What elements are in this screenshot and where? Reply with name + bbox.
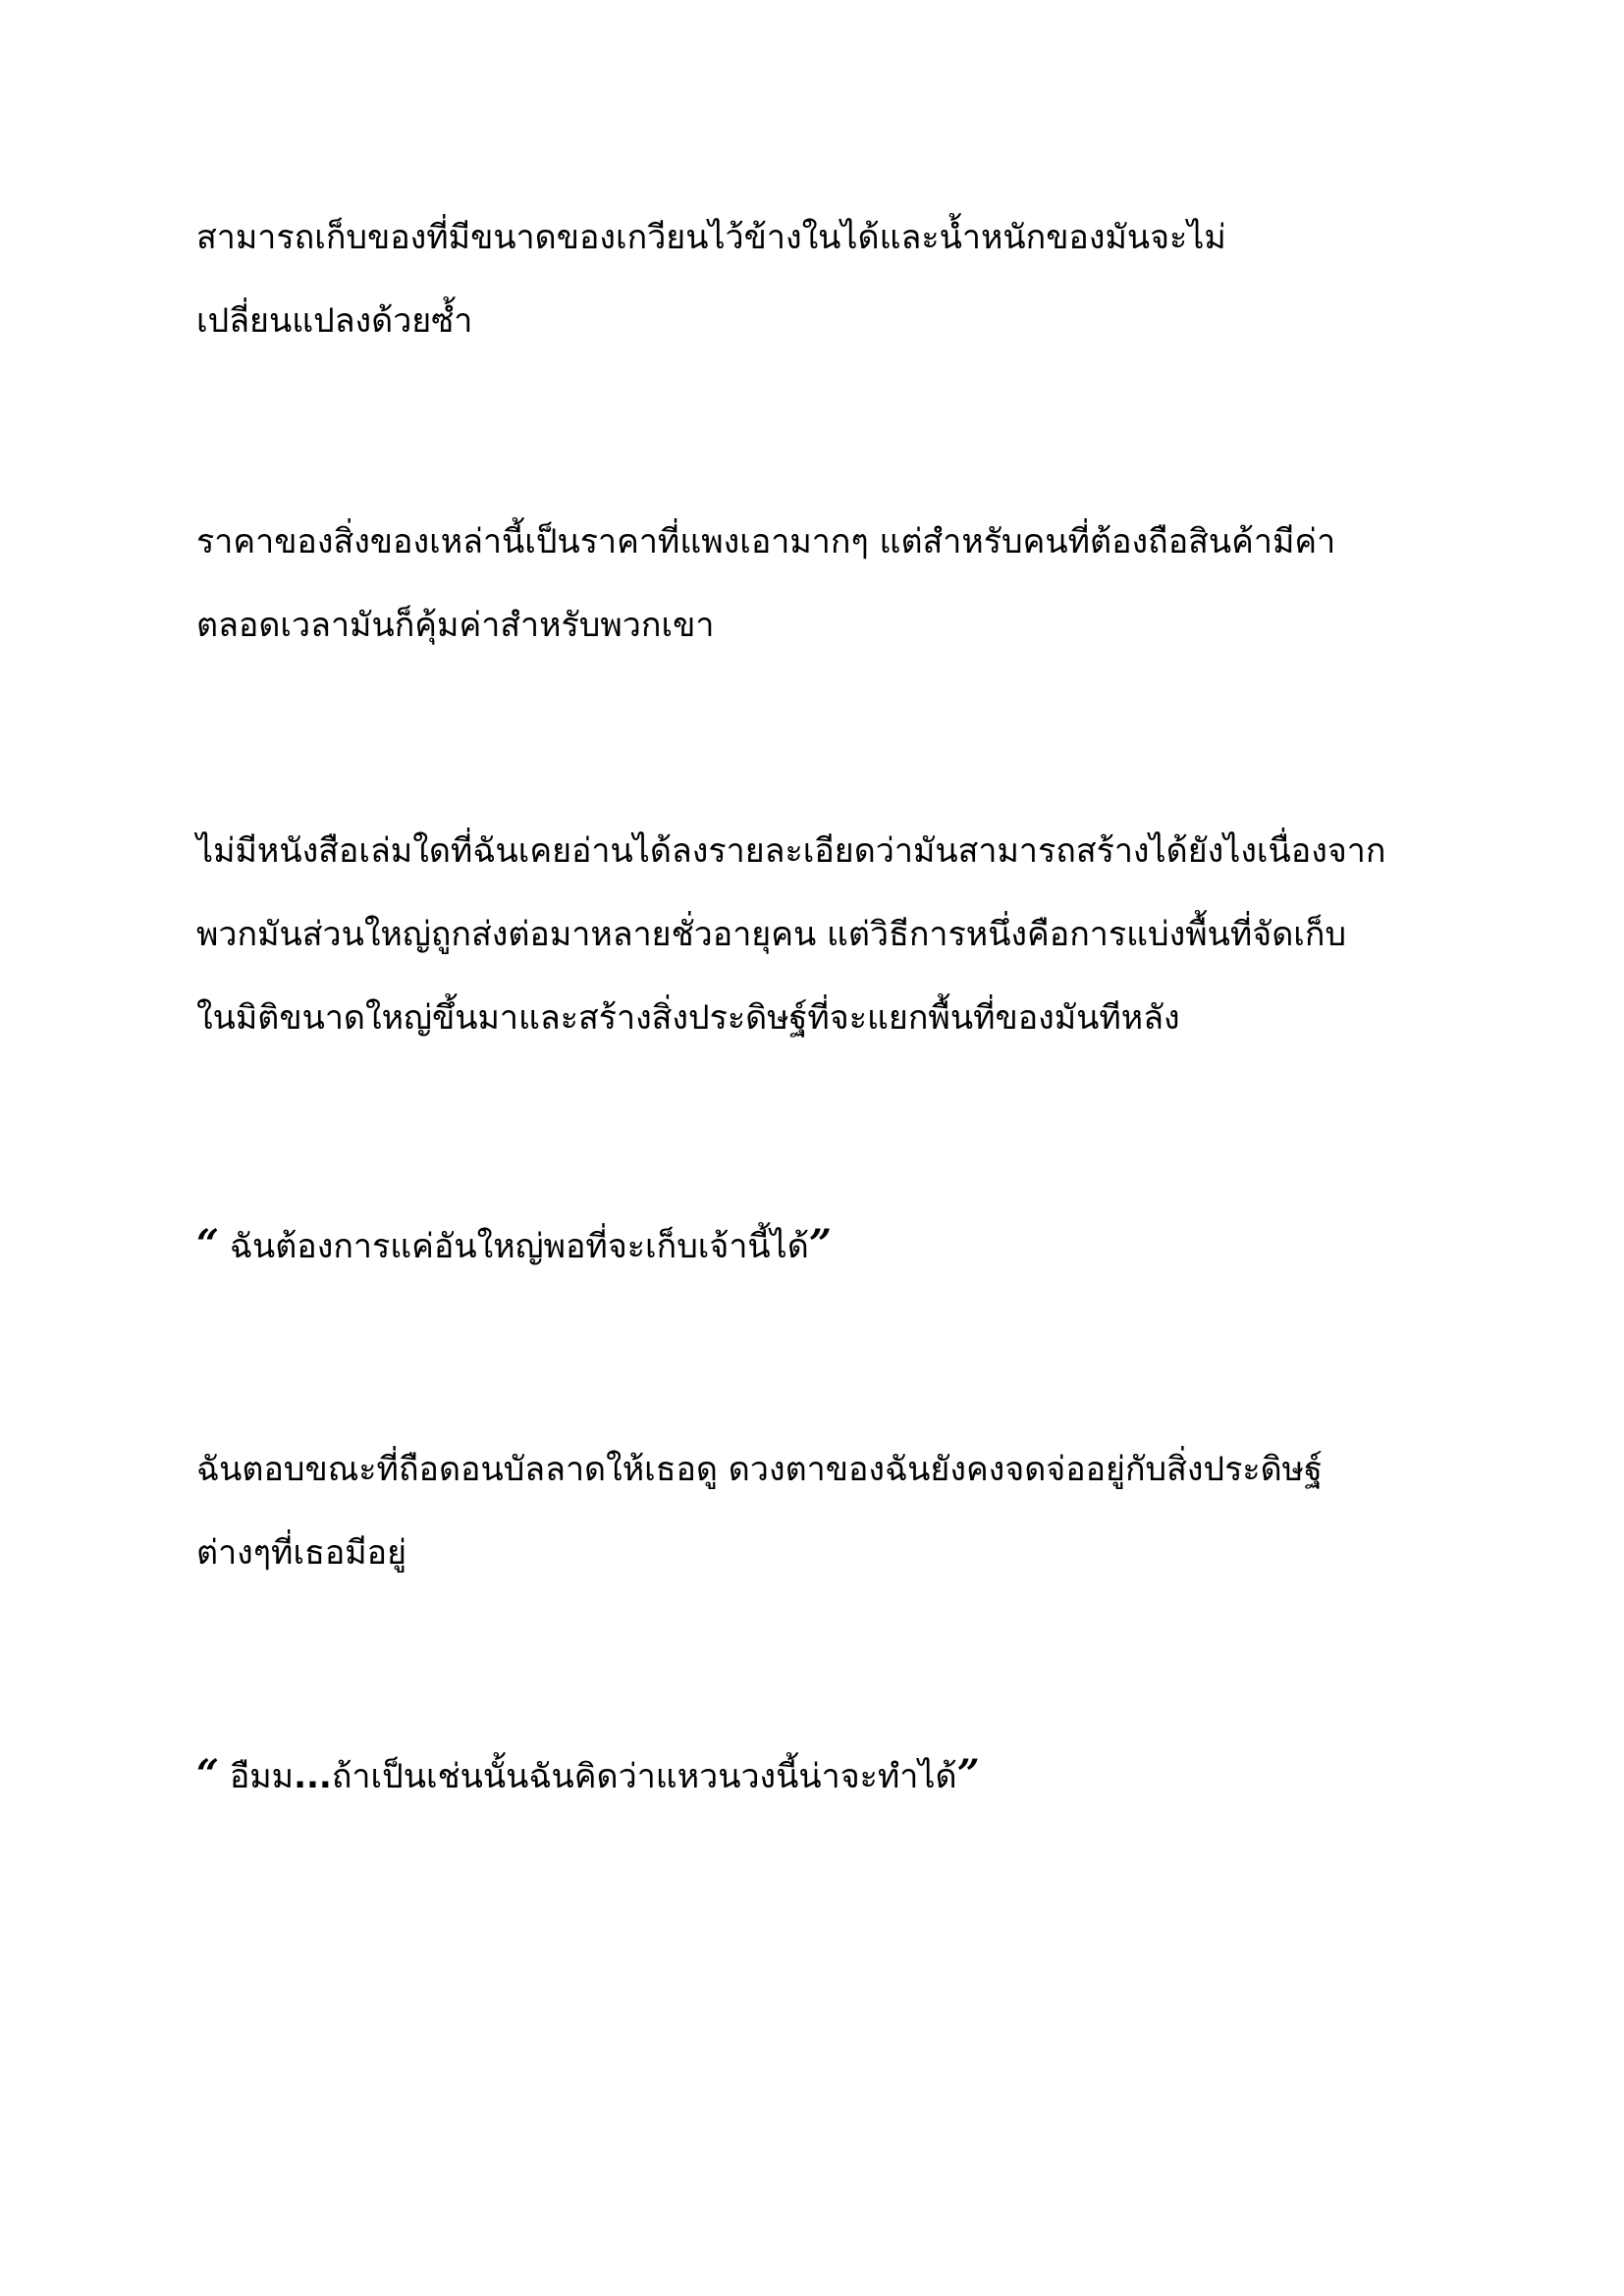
text-line: เปลี่ยนแปลงด้วยซ้ำ bbox=[196, 301, 473, 341]
close-quote-mark: ” bbox=[956, 1751, 980, 1797]
dialogue-line-request bbox=[196, 1202, 1473, 1289]
dialogue-content-before: อืมม bbox=[219, 1757, 295, 1796]
text-line: ตลอดเวลามันก็คุ้มค่าสำหรับพวกเขา bbox=[196, 606, 715, 645]
text-line: ต่างๆที่เธอมีอยู่ bbox=[196, 1533, 406, 1573]
paragraph-narration-reply bbox=[196, 1428, 1473, 1595]
open-quote-mark: “ bbox=[196, 1221, 220, 1267]
paragraph-crafting-method bbox=[196, 810, 1473, 1060]
open-quote-mark: “ bbox=[196, 1751, 220, 1797]
close-quote-mark: ” bbox=[808, 1221, 832, 1267]
paragraph-item-price bbox=[196, 501, 1473, 667]
text-line: ฉันตอบขณะที่ถือดอนบัลลาดให้เธอดู ดวงตาของฉันยังคงจดจ่ออยู่กับสิ่งประดิษฐ์ bbox=[196, 1450, 1323, 1489]
text-line: สามารถเก็บของที่มีขนาดของเกวียนไว้ข้างในได้และน้ำหนักของมันจะไม่ bbox=[196, 218, 1226, 257]
text-line: พวกมันส่วนใหญ่ถูกส่งต่อมาหลายชั่วอายุคน แต่วิธีการหนึ่งคือการแบ่งพื้นที่จัดเก็บ bbox=[196, 915, 1347, 954]
dialogue-text bbox=[196, 1202, 1473, 1289]
dialogue-content-after: ถ้าเป็นเช่นนั้นฉันคิดว่าแหวนวงนี้น่าจะทำได้ bbox=[331, 1757, 957, 1796]
text-line: ในมิติขนาดใหญ่ขึ้นมาและสร้างสิ่งประดิษฐ์ที่จะแยกพื้นที่ของมันทีหลัง bbox=[196, 998, 1180, 1038]
dialogue-text bbox=[196, 1733, 1473, 1819]
paragraph-storage-capacity bbox=[196, 196, 1473, 363]
text-line: ไม่มีหนังสือเล่มใดที่ฉันเคยอ่านได้ลงรายละเอียดว่ามันสามารถสร้างได้ยังไงเนื่องจาก bbox=[196, 831, 1386, 871]
dialogue-content: ฉันต้องการแค่อันใหญ่พอที่จะเก็บเจ้านี้ได้ bbox=[219, 1227, 809, 1266]
ellipsis: ... bbox=[294, 1757, 332, 1796]
dialogue-line-ring bbox=[196, 1733, 1473, 1819]
text-line: ราคาของสิ่งของเหล่านี้เป็นราคาที่แพงเอามากๆ แต่สำหรับคนที่ต้องถือสินค้ามีค่า bbox=[196, 522, 1336, 561]
